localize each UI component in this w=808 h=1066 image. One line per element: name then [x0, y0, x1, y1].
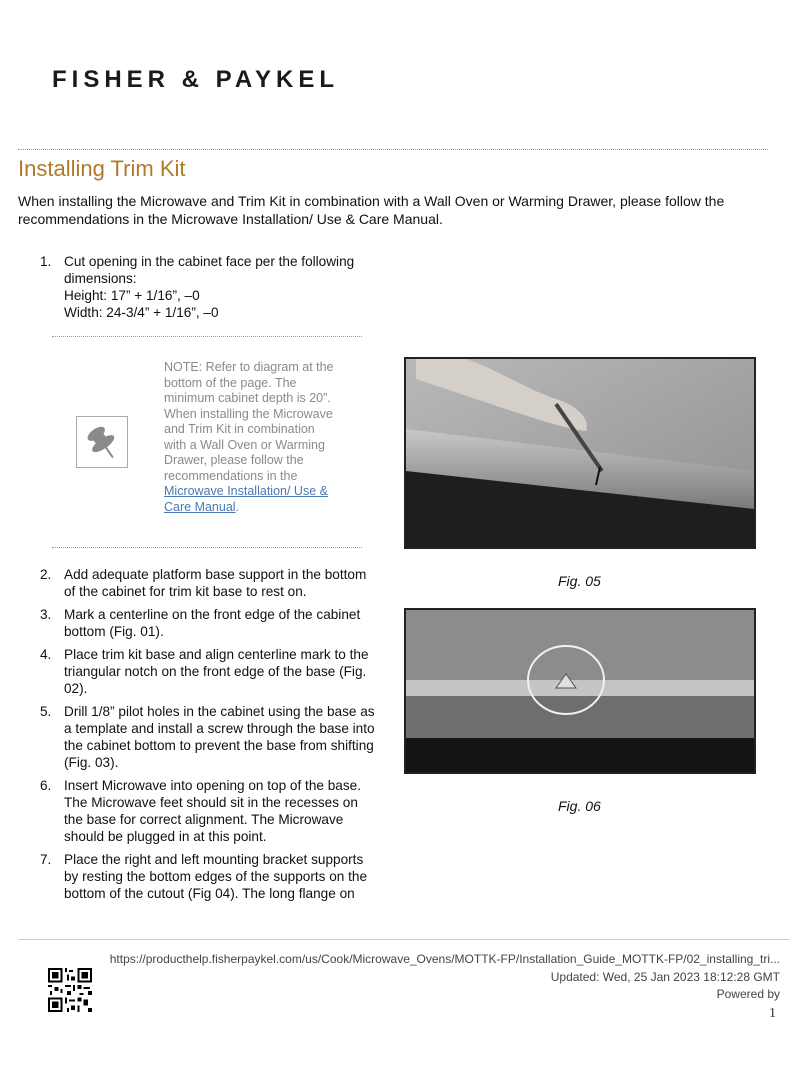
figure-05-caption: Fig. 05 [558, 573, 601, 589]
step-text: Insert Microwave into opening on top of the base. The Microwave feet should sit in the recesses on the base for correct alignment. The Microwave should be plugged in at this point. [64, 778, 361, 844]
list-item [30, 606, 380, 640]
footer-divider [18, 939, 790, 940]
list-item [30, 777, 380, 845]
figure-06-caption: Fig. 06 [558, 798, 601, 814]
step-line: Width: 24-3/4” + 1/16”, –0 [64, 305, 219, 320]
list-item [30, 703, 380, 771]
list-item [30, 566, 380, 600]
step-text: Place the right and left mounting bracket supports by resting the bottom edges of the supports on the bottom of the cutout (Fig 04). The long flange on [64, 852, 368, 901]
step-line: Height: 17” + 1/16”, –0 [64, 288, 200, 303]
pushpin-icon [76, 416, 128, 468]
step-list-top [30, 253, 380, 327]
list-item [30, 646, 380, 697]
step-number: 3. [40, 607, 52, 622]
figure-05-photo [404, 357, 756, 549]
step-number: 6. [40, 778, 52, 793]
step-number: 1. [40, 254, 52, 269]
figure-06-photo [404, 608, 756, 774]
step-line: dimensions: [64, 271, 137, 286]
step-text: Mark a centerline on the front edge of the cabinet bottom (Fig. 01). [64, 607, 361, 639]
note-box [52, 336, 362, 548]
page-title: Installing Trim Kit [18, 156, 186, 181]
page-number: 1 [769, 1006, 776, 1021]
note-text [164, 360, 340, 515]
step-text: Place trim kit base and align centerline mark to the triangular notch on the front edge of the base (Fig. 02). [64, 647, 369, 696]
brand-logo: FISHER & PAYKEL [52, 66, 340, 93]
step-list [30, 566, 380, 908]
step-number: 2. [40, 567, 52, 582]
step-number: 5. [40, 704, 52, 719]
footer-powered-by: Powered by [716, 987, 780, 1001]
note-end: . [235, 499, 240, 514]
footer-url[interactable]: https://producthelp.fisherpaykel.com/us/Cook/Microwave_Ovens/MOTTK-FP/Installation_Guide_MOTTK-FP/02_installing_tri... [109, 952, 780, 966]
note-top-divider [52, 336, 362, 337]
step-text: Drill 1/8” pilot holes in the cabinet using the base as a template and install a screw through the base into the cabinet bottom to prevent the base from shifting (Fig. 03). [64, 704, 375, 770]
note-body: NOTE: Refer to diagram at the bottom of the page. The minimum cabinet depth is 20”. When installing the Microwave and Trim Kit in combination with a Wall Oven or Warming Drawer, please follow the recommendations in the [164, 360, 334, 483]
qr-code-icon [48, 968, 92, 1012]
step-number: 7. [40, 852, 52, 867]
header-divider [18, 149, 768, 150]
step-text: Add adequate platform base support in the bottom of the cabinet for trim kit base to rest on. [64, 567, 367, 599]
intro-paragraph: When installing the Microwave and Trim Kit in combination with a Wall Oven or Warming Drawer, please follow the recommendations in the Microwave Installation/ Use & Care Manual. [18, 193, 725, 227]
step-number: 4. [40, 647, 52, 662]
note-bottom-divider [52, 547, 362, 548]
footer-updated: Updated: Wed, 25 Jan 2023 18:12:28 GMT [550, 970, 780, 984]
list-item [30, 851, 380, 902]
step-line: Cut opening in the cabinet face per the following [64, 254, 355, 269]
manual-link[interactable]: Microwave Installation/ Use & Care Manual [164, 484, 328, 514]
list-item [30, 253, 380, 321]
